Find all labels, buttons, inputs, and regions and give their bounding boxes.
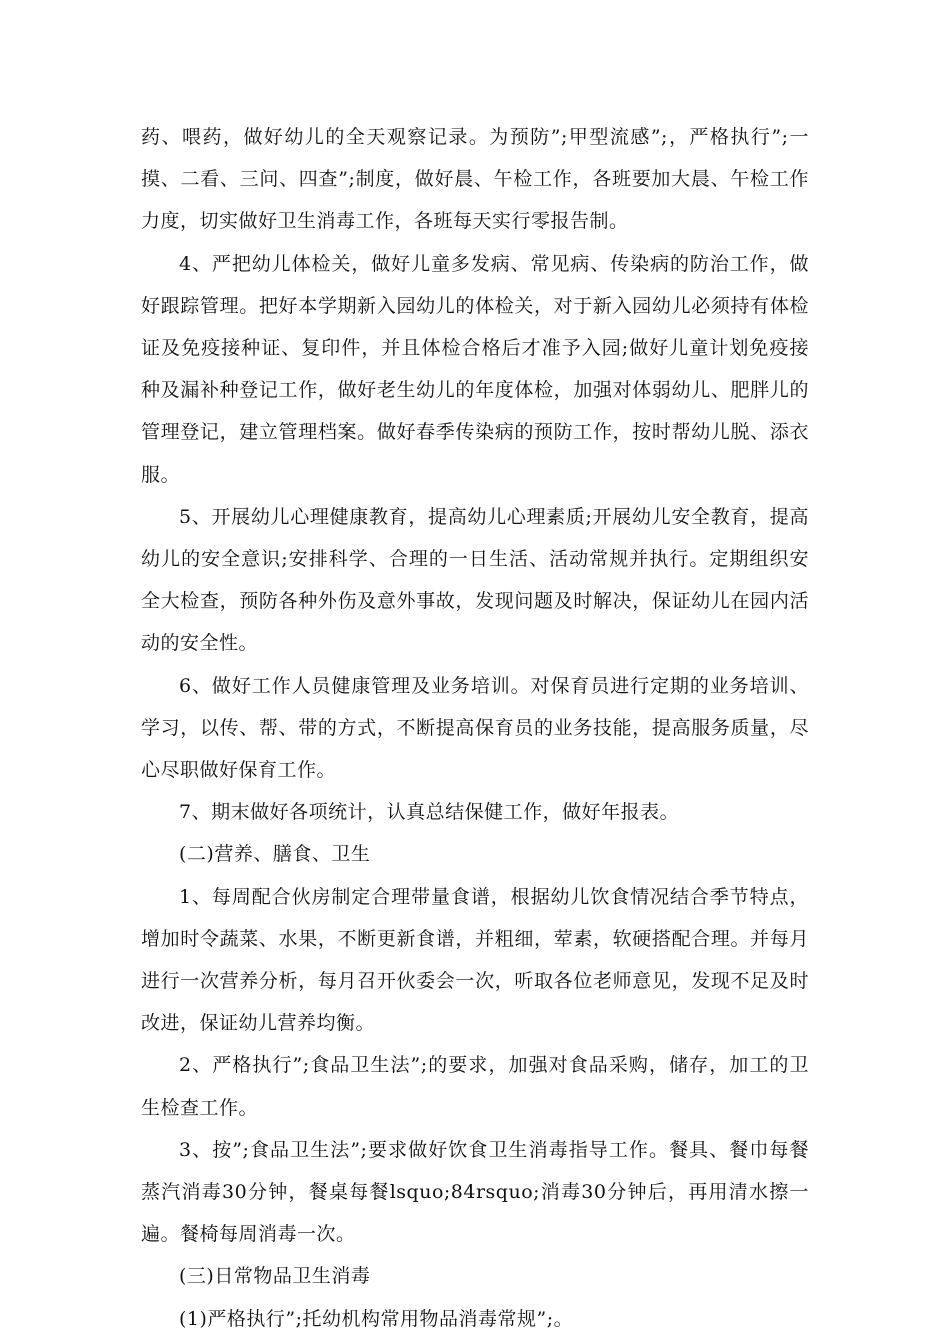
paragraph-item-4-physical-exam: 4、严把幼儿体检关，做好儿童多发病、常见病、传染病的防治工作，做好跟踪管理。把好本学期新入园幼儿的体检关，对于新入园幼儿必须持有体检证及免疫接种证、复印件，并且体检合格后才准予入园;做好儿童计划免疫接种及漏补种登记工作，做好老生幼儿的年度体检，加强对体弱幼儿、肥胖儿的管理登记，建立管理档案。做好春季传染病的预防工作，按时帮幼儿脱、添衣服。 bbox=[141, 252, 809, 486]
paragraph-item-6-staff-training: 6、做好工作人员健康管理及业务培训。对保育员进行定期的业务培训、学习，以传、帮、带的方式，不断提高保育员的业务技能，提高服务质量，尽心尽职做好保育工作。 bbox=[141, 674, 809, 782]
section-heading-nutrition: (二)营养、膳食、卫生 bbox=[179, 843, 371, 866]
paragraph-item-5-mental-health: 5、开展幼儿心理健康教育，提高幼儿心理素质;开展幼儿安全教育，提高幼儿的安全意识;安排科学、合理的一日生活、活动常规并执行。定期组织安全大检查，预防各种外伤及意外事故，发现问题及时解决，保证幼儿在园内活动的安全性。 bbox=[141, 505, 809, 655]
paragraph-nutrition-item-1: 1、每周配合伙房制定合理带量食谱，根据幼儿饮食情况结合季节特点，增加时令蔬菜、水果，不断更新食谱，并粗细，荤素，软硬搭配合理。并每月进行一次营养分析，每月召开伙委会一次，听取各位老师意见，发现不足及时改进，保证幼儿营养均衡。 bbox=[141, 885, 809, 1035]
paragraph-disinfection-item-1: (1)严格执行”;托幼机构常用物品消毒常规”;。 bbox=[179, 1307, 574, 1330]
document-body bbox=[141, 116, 809, 1340]
section-heading-disinfection: (三)日常物品卫生消毒 bbox=[179, 1265, 371, 1288]
paragraph-nutrition-item-2: 2、严格执行”;食品卫生法”;的要求，加强对食品采购，储存，加工的卫生检查工作。 bbox=[141, 1054, 809, 1119]
paragraph-item-7-statistics: 7、期末做好各项统计，认真总结保健工作，做好年报表。 bbox=[179, 801, 680, 824]
paragraph-nutrition-item-3: 3、按”;食品卫生法”;要求做好饮食卫生消毒指导工作。餐具、餐巾每餐蒸汽消毒30分钟，餐桌每餐lsquo;84rsquo;消毒30分钟后，再用清水擦一遍。餐椅每周消毒一次。 bbox=[141, 1138, 809, 1246]
paragraph-continued-checkup: 药、喂药，做好幼儿的全天观察记录。为预防”;甲型流感”;，严格执行”;一摸、二看、三问、四查”;制度，做好晨、午检工作，各班要加大晨、午检工作力度，切实做好卫生消毒工作，各班每天实行零报告制。 bbox=[141, 126, 809, 233]
